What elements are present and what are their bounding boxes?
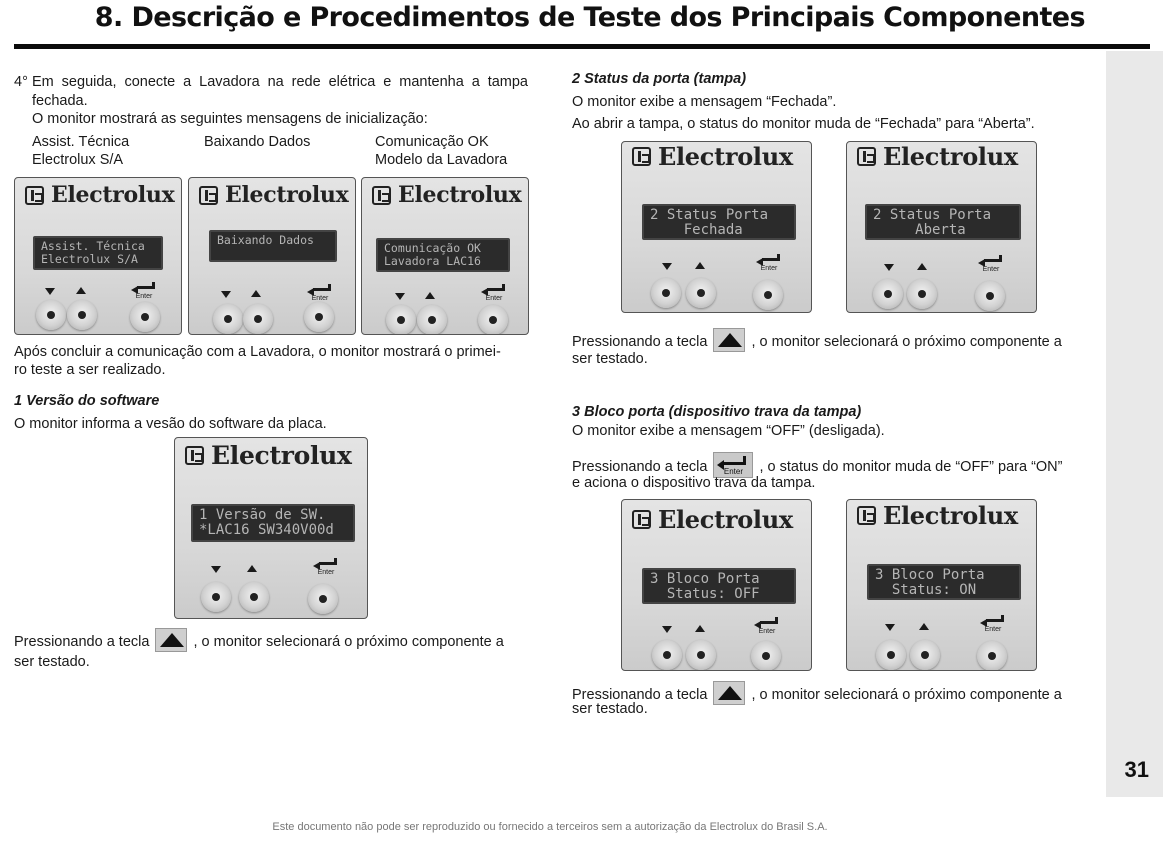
up-arrow-icon: [425, 292, 435, 299]
down-arrow-icon: [211, 566, 221, 573]
step-number: 4°: [14, 74, 28, 90]
electrolux-mark-icon: [185, 446, 204, 465]
button-enter: [308, 584, 338, 614]
press-up-line-3: Pressionando a tecla , o monitor selecionará o próximo componente a: [572, 328, 1062, 352]
electrolux-logo: Electrolux: [372, 186, 521, 205]
lcd-display: Comunicação OK Lavadora LAC16: [376, 238, 510, 272]
monitor-photo-fechada: [621, 141, 812, 313]
press-enter-line-2: e aciona o dispositivo trava da tampa.: [572, 475, 816, 491]
button-down: [201, 582, 231, 612]
electrolux-mark-icon: [199, 186, 218, 205]
button-down: [652, 640, 682, 670]
enter-icon: Enter: [978, 255, 1004, 271]
up-arrow-icon: [919, 623, 929, 630]
electrolux-mark-icon: [632, 510, 651, 529]
button-down: [651, 278, 681, 308]
lcd-display: 3 Bloco Porta Status: OFF: [642, 568, 796, 604]
button-down: [36, 300, 66, 330]
after-comm-line1: Após concluir a comunicação com a Lavadora, o monitor mostrará o primei-: [14, 344, 501, 360]
lcd-display: 2 Status Porta Aberta: [865, 204, 1021, 240]
down-arrow-icon: [662, 626, 672, 633]
button-up: [239, 582, 269, 612]
electrolux-logo: Electrolux: [25, 186, 174, 205]
monitor-photo-baixando: [188, 177, 356, 335]
button-enter: [975, 281, 1005, 311]
electrolux-logo: Electrolux: [857, 506, 1018, 525]
press-up-line-1: Pressionando a tecla , o monitor selecionará o próximo componente a: [14, 628, 504, 652]
electrolux-mark-icon: [857, 506, 876, 525]
enter-icon: Enter: [307, 284, 333, 300]
button-down: [876, 640, 906, 670]
footer-disclaimer: Este documento não pode ser reproduzido ou fornecido a terceiros sem a autorização da Electrolux do Brasil S.A.: [272, 821, 828, 833]
down-arrow-icon: [884, 264, 894, 271]
init-msg-modelo: Modelo da Lavadora: [375, 152, 508, 168]
electrolux-logo: Electrolux: [185, 446, 352, 465]
down-arrow-icon: [885, 624, 895, 631]
enter-icon: Enter: [756, 254, 782, 270]
up-arrow-icon: [251, 290, 261, 297]
button-enter: [304, 302, 334, 332]
init-msg-assist: Assist. Técnica: [32, 134, 130, 150]
monitor-photo-on: [846, 499, 1037, 671]
init-msg-electrolux: Electrolux S/A: [32, 152, 124, 168]
button-enter: [751, 641, 781, 671]
section-1-text: O monitor informa a vesão do software da placa.: [14, 416, 327, 432]
press-enter-line-1: Pressionando a tecla Enter , o status do monitor muda de “OFF” para “ON”: [572, 452, 1062, 478]
button-enter: [478, 305, 508, 335]
enter-icon: Enter: [980, 615, 1006, 631]
electrolux-logo: Electrolux: [632, 147, 793, 166]
header-rule: [14, 44, 1150, 49]
step4-line2: fechada.: [32, 93, 88, 109]
up-arrow-icon: [76, 287, 86, 294]
down-arrow-icon: [662, 263, 672, 270]
page-number: 31: [1124, 757, 1149, 782]
lcd-display: 2 Status Porta Fechada: [642, 204, 796, 240]
up-key-icon: [155, 628, 187, 652]
button-up: [910, 640, 940, 670]
init-msg-baixando: Baixando Dados: [204, 134, 311, 150]
press-up-line-2: ser testado.: [14, 654, 90, 670]
down-arrow-icon: [395, 293, 405, 300]
up-key-icon: [713, 328, 745, 352]
button-up: [907, 279, 937, 309]
button-up: [417, 305, 447, 335]
button-up: [686, 278, 716, 308]
button-enter: [130, 302, 160, 332]
button-up: [686, 640, 716, 670]
up-arrow-icon: [917, 263, 927, 270]
lcd-display: Assist. Técnica Electrolux S/A: [33, 236, 163, 270]
button-up: [67, 300, 97, 330]
page-title: 8. Descrição e Procedimentos de Teste dos Principais Componentes: [94, 2, 1085, 33]
electrolux-logo: Electrolux: [199, 186, 348, 205]
monitor-photo-off: [621, 499, 812, 671]
electrolux-mark-icon: [25, 186, 44, 205]
up-arrow-icon: [695, 262, 705, 269]
section-1-heading: 1 Versão do software: [14, 393, 160, 409]
electrolux-mark-icon: [372, 186, 391, 205]
enter-icon: Enter: [754, 617, 780, 633]
enter-icon: Enter: [131, 282, 157, 298]
step4-line1: Em seguida, conecte a Lavadora na rede elétrica e mantenha a tampa: [32, 74, 528, 90]
section-2-line1: O monitor exibe a mensagem “Fechada”.: [572, 94, 837, 110]
enter-icon: Enter: [313, 558, 339, 574]
up-arrow-icon: [247, 565, 257, 572]
button-down: [873, 279, 903, 309]
electrolux-mark-icon: [632, 147, 651, 166]
up-arrow-icon: [695, 625, 705, 632]
monitor-photo-assist: [14, 177, 182, 335]
button-down: [386, 305, 416, 335]
lcd-display: Baixando Dados: [209, 230, 337, 262]
monitor-photo-comunicacao: [361, 177, 529, 335]
button-down: [213, 304, 243, 334]
lcd-display: 1 Versão de SW. *LAC16 SW340V00d: [191, 504, 355, 542]
enter-icon: Enter: [481, 284, 507, 300]
monitor-photo-aberta: [846, 141, 1037, 313]
button-up: [243, 304, 273, 334]
side-margin-band: [1106, 51, 1163, 797]
electrolux-mark-icon: [857, 147, 876, 166]
press-up-line-5: Pressionando a tecla , o monitor selecionará o próximo componente a: [572, 681, 1062, 705]
press-up-line-4: ser testado.: [572, 351, 648, 367]
init-msg-comunicacao: Comunicação OK: [375, 134, 489, 150]
step4-line3: O monitor mostrará as seguintes mensagens de inicialização:: [32, 111, 428, 127]
electrolux-logo: Electrolux: [857, 147, 1018, 166]
enter-key-icon: Enter: [713, 452, 753, 478]
electrolux-logo: Electrolux: [632, 510, 793, 529]
button-enter: [977, 641, 1007, 671]
lcd-display: 3 Bloco Porta Status: ON: [867, 564, 1021, 600]
section-2-heading: 2 Status da porta (tampa): [572, 71, 747, 87]
after-comm-line2: ro teste a ser realizado.: [14, 362, 166, 378]
section-3-line1: O monitor exibe a mensagem “OFF” (desligada).: [572, 423, 885, 439]
button-enter: [753, 280, 783, 310]
press-up-line-6: ser testado.: [572, 701, 648, 717]
down-arrow-icon: [45, 288, 55, 295]
section-2-line2: Ao abrir a tampa, o status do monitor muda de “Fechada” para “Aberta”.: [572, 116, 1035, 132]
up-key-icon: [713, 681, 745, 705]
section-3-heading: 3 Bloco porta (dispositivo trava da tampa): [572, 404, 862, 420]
monitor-photo-versao: [174, 437, 368, 619]
down-arrow-icon: [221, 291, 231, 298]
